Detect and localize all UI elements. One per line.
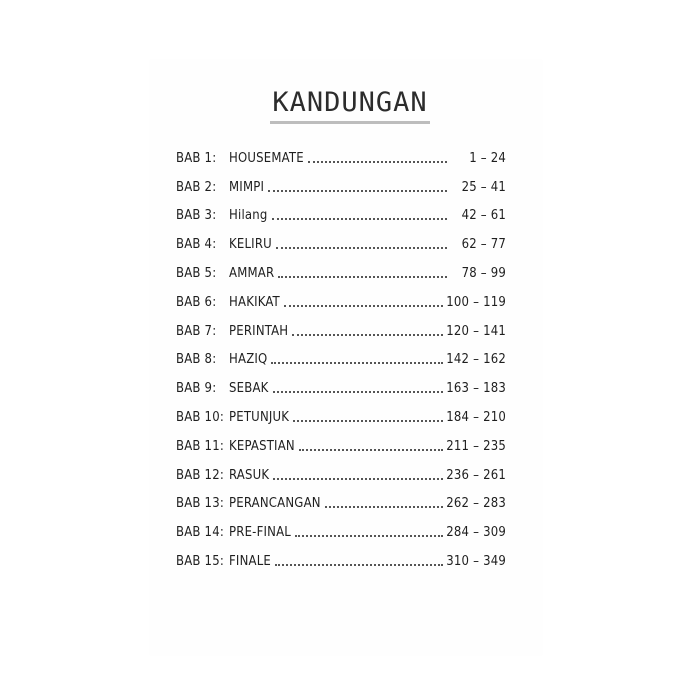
page-range: 142 – 162 bbox=[446, 352, 506, 368]
dot-leader bbox=[276, 234, 447, 249]
toc-entry bbox=[176, 317, 506, 346]
chapter-label: BAB 15: bbox=[176, 554, 224, 570]
toc-entry bbox=[176, 490, 506, 519]
title-wrap bbox=[0, 88, 700, 124]
chapter-title: AMMAR bbox=[229, 266, 275, 282]
chapter-title: KELIRU bbox=[229, 237, 272, 253]
page-range: 1 – 24 bbox=[469, 150, 506, 166]
toc-entry bbox=[176, 547, 506, 576]
chapter-label: BAB 7: bbox=[176, 323, 217, 339]
toc-entry bbox=[176, 346, 506, 375]
chapter-title: HAZIQ bbox=[229, 352, 268, 368]
dot-leader bbox=[275, 551, 443, 566]
dot-leader bbox=[273, 378, 444, 393]
dot-leader bbox=[292, 321, 443, 336]
page-title: KANDUNGAN bbox=[270, 88, 429, 124]
chapter-title: SEBAK bbox=[229, 381, 269, 397]
chapter-title: PRE-FINAL bbox=[229, 525, 292, 541]
dot-leader bbox=[293, 407, 443, 422]
toc-entry bbox=[176, 144, 506, 173]
page-range: 284 – 309 bbox=[446, 525, 506, 541]
table-of-contents bbox=[176, 144, 506, 576]
dot-leader bbox=[271, 349, 443, 364]
dot-leader bbox=[272, 205, 447, 220]
chapter-title: HOUSEMATE bbox=[229, 150, 304, 166]
chapter-label: BAB 5: bbox=[176, 266, 217, 282]
chapter-label: BAB 1: bbox=[176, 150, 217, 166]
chapter-title: MIMPI bbox=[229, 179, 265, 195]
chapter-label: BAB 4: bbox=[176, 237, 217, 253]
chapter-title: KEPASTIAN bbox=[229, 438, 295, 454]
chapter-title: Hilang bbox=[229, 208, 268, 224]
page-range: 120 – 141 bbox=[446, 323, 506, 339]
chapter-title: FINALE bbox=[229, 554, 272, 570]
page-range: 25 – 41 bbox=[461, 179, 506, 195]
page-range: 211 – 235 bbox=[446, 438, 506, 454]
dot-leader bbox=[295, 522, 443, 537]
page-range: 236 – 261 bbox=[446, 467, 506, 483]
page-range: 78 – 99 bbox=[461, 266, 506, 282]
toc-entry bbox=[176, 432, 506, 461]
dot-leader bbox=[284, 292, 443, 307]
chapter-title: PETUNJUK bbox=[229, 410, 290, 426]
toc-entry bbox=[176, 518, 506, 547]
toc-entry bbox=[176, 230, 506, 259]
page-range: 62 – 77 bbox=[461, 237, 506, 253]
chapter-label: BAB 6: bbox=[176, 294, 217, 310]
dot-leader bbox=[325, 493, 444, 508]
toc-entry bbox=[176, 202, 506, 231]
chapter-label: BAB 9: bbox=[176, 381, 217, 397]
chapter-title: PERANCANGAN bbox=[229, 496, 321, 512]
dot-leader bbox=[299, 436, 443, 451]
chapter-label: BAB 3: bbox=[176, 208, 217, 224]
page-range: 163 – 183 bbox=[446, 381, 506, 397]
chapter-label: BAB 2: bbox=[176, 179, 217, 195]
chapter-title: PERINTAH bbox=[229, 323, 289, 339]
toc-entry bbox=[176, 173, 506, 202]
toc-entry bbox=[176, 461, 506, 490]
page-range: 310 – 349 bbox=[446, 554, 506, 570]
toc-entry bbox=[176, 259, 506, 288]
dot-leader bbox=[308, 148, 447, 163]
dot-leader bbox=[278, 263, 447, 278]
chapter-label: BAB 11: bbox=[176, 438, 224, 454]
dot-leader bbox=[273, 465, 443, 480]
page-range: 184 – 210 bbox=[446, 410, 506, 426]
chapter-label: BAB 12: bbox=[176, 467, 224, 483]
chapter-label: BAB 14: bbox=[176, 525, 224, 541]
chapter-label: BAB 13: bbox=[176, 496, 224, 512]
chapter-label: BAB 8: bbox=[176, 352, 217, 368]
toc-entry bbox=[176, 288, 506, 317]
chapter-title: HAKIKAT bbox=[229, 294, 280, 310]
chapter-title: RASUK bbox=[229, 467, 270, 483]
page-range: 42 – 61 bbox=[461, 208, 506, 224]
page-range: 262 – 283 bbox=[446, 496, 506, 512]
toc-entry bbox=[176, 403, 506, 432]
toc-entry bbox=[176, 374, 506, 403]
dot-leader bbox=[268, 177, 447, 192]
page-range: 100 – 119 bbox=[446, 294, 506, 310]
chapter-label: BAB 10: bbox=[176, 410, 224, 426]
